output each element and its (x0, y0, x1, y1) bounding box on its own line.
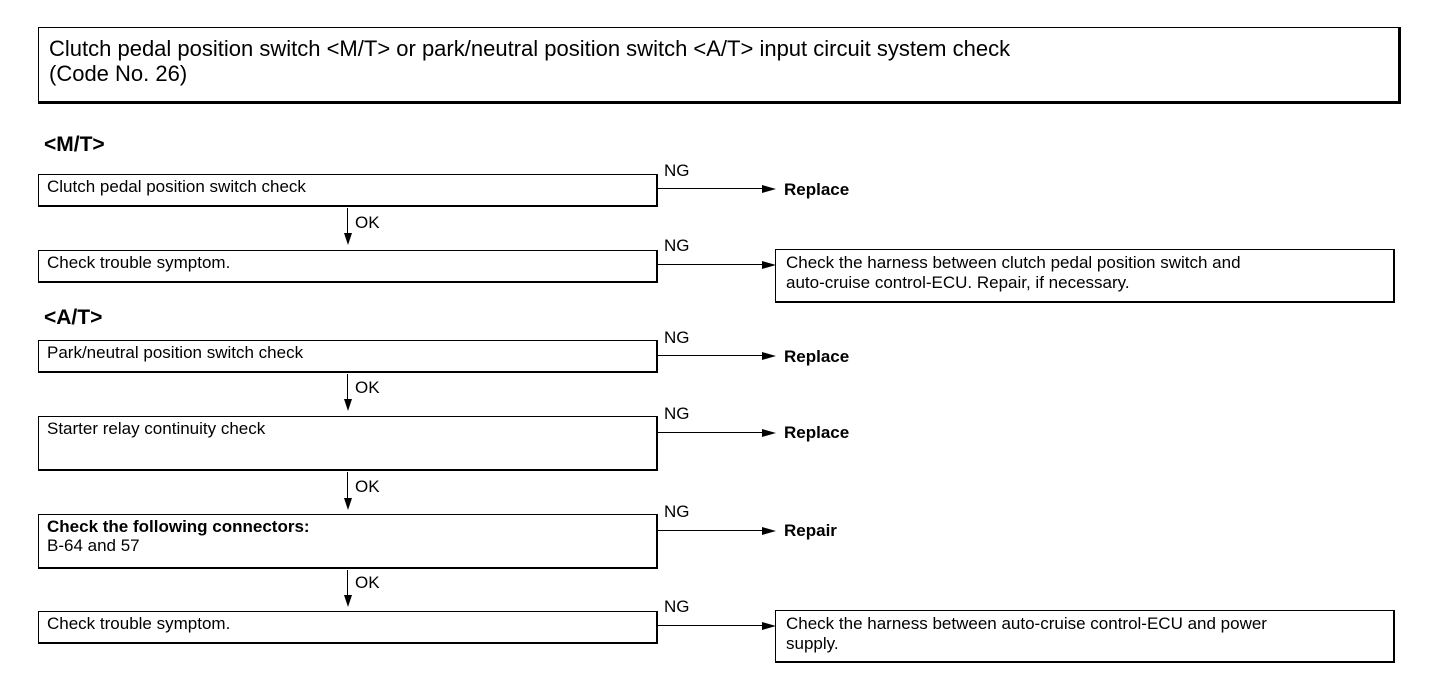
at-step4-ng-result-box (775, 610, 1395, 663)
at-step4-ng-connector (658, 625, 762, 626)
mt-step2-ng-label: NG (664, 236, 690, 255)
mt-step2-ng-connector (658, 264, 762, 265)
mt-step1-ng-result: Replace (784, 180, 850, 199)
mt-step2-box (38, 250, 658, 283)
at-step3-ng-arrow-icon (762, 527, 776, 535)
title-line-2: (Code No. 26) (49, 61, 188, 86)
at-step2-box (38, 416, 658, 471)
mt-step1-ok-arrow-icon (344, 233, 352, 245)
mt-step1-box (38, 174, 658, 207)
at-step4-ng-arrow-icon (762, 622, 776, 630)
at-step3-box (38, 514, 658, 569)
at-step3-title: Check the following connectors: (47, 517, 310, 536)
at-step2-text: Starter relay continuity check (47, 419, 266, 438)
mt-step1-ok-connector (347, 208, 348, 234)
mt-step1-ng-arrow-icon (762, 185, 776, 193)
mt-step2-ng-result-line2: auto-cruise control-ECU. Repair, if necessary. (786, 273, 1130, 292)
at-step4-box (38, 611, 658, 644)
at-step2-ng-arrow-icon (762, 429, 776, 437)
at-step4-ng-result-line1: Check the harness between auto-cruise control-ECU and power (786, 614, 1267, 633)
at-step2-ng-result: Replace (784, 423, 850, 442)
at-step2-ok-label: OK (355, 477, 380, 496)
at-step4-ng-result-line2: supply. (786, 634, 839, 653)
mt-step2-ng-result-box (775, 249, 1395, 303)
at-step1-ok-label: OK (355, 378, 380, 397)
at-step3-ok-connector (347, 570, 348, 596)
mt-step1-ok-label: OK (355, 213, 380, 232)
mt-heading: <M/T> (44, 133, 105, 156)
at-step1-text: Park/neutral position switch check (47, 343, 304, 362)
at-step2-ok-arrow-icon (344, 498, 352, 510)
at-step4-text: Check trouble symptom. (47, 614, 231, 633)
at-step1-ng-connector (658, 355, 762, 356)
at-step1-ng-label: NG (664, 328, 690, 347)
at-step1-ng-arrow-icon (762, 352, 776, 360)
mt-step1-ng-connector (658, 188, 762, 189)
at-step3-ng-result: Repair (784, 521, 837, 540)
diagram-title (38, 27, 1401, 104)
mt-step2-text: Check trouble symptom. (47, 253, 231, 272)
at-step3-ok-label: OK (355, 573, 380, 592)
at-step1-ok-arrow-icon (344, 399, 352, 411)
at-step1-box (38, 340, 658, 373)
mt-step1-ng-label: NG (664, 161, 690, 180)
at-step2-ok-connector (347, 472, 348, 499)
at-step3-ng-label: NG (664, 502, 690, 521)
mt-step2-ng-arrow-icon (762, 261, 776, 269)
at-heading: <A/T> (44, 306, 103, 329)
title-line-1: Clutch pedal position switch <M/T> or park/neutral position switch <A/T> input circuit system check (49, 36, 1011, 61)
at-step3-ok-arrow-icon (344, 595, 352, 607)
at-step2-ng-connector (658, 432, 762, 433)
at-step3-text: B-64 and 57 (47, 536, 140, 555)
at-step2-ng-label: NG (664, 404, 690, 423)
at-step1-ng-result: Replace (784, 347, 850, 366)
at-step1-ok-connector (347, 374, 348, 400)
at-step3-ng-connector (658, 530, 762, 531)
mt-step2-ng-result-line1: Check the harness between clutch pedal position switch and (786, 253, 1241, 272)
at-step4-ng-label: NG (664, 597, 690, 616)
mt-step1-text: Clutch pedal position switch check (47, 177, 306, 196)
